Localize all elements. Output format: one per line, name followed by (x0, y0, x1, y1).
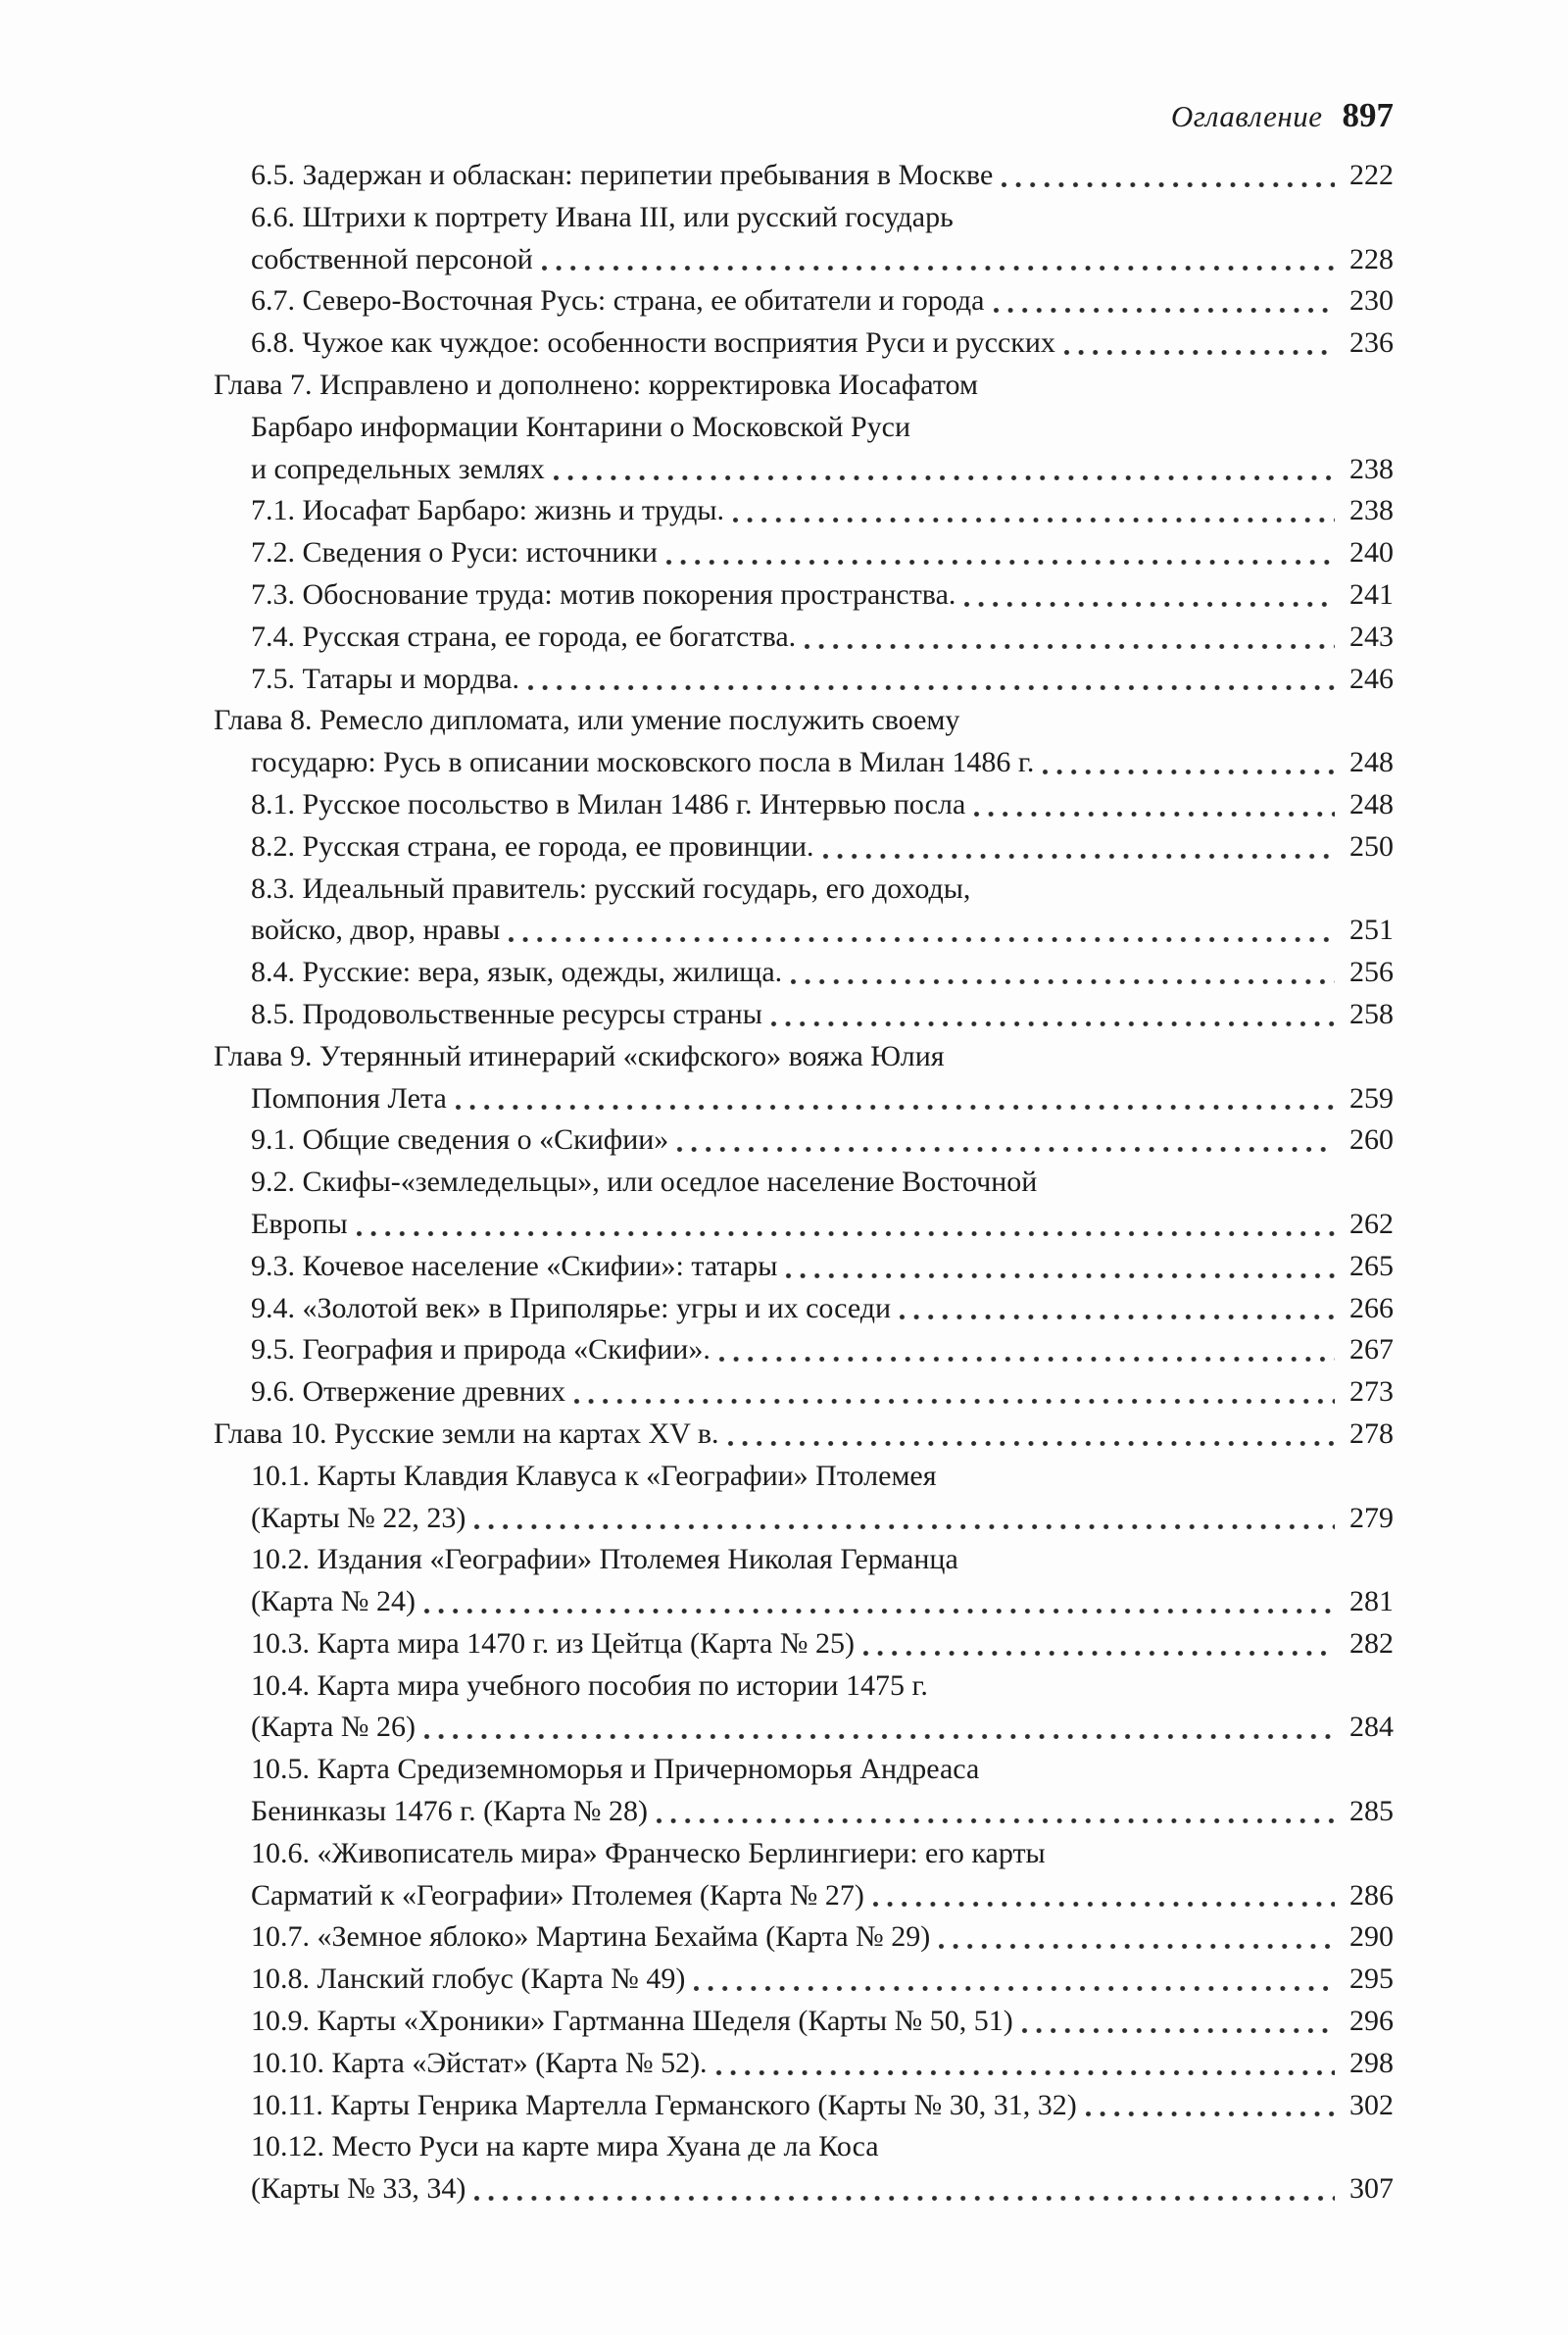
toc-entry (214, 1371, 1394, 1414)
toc-page-number: 281 (1349, 1585, 1394, 1618)
dot-leader (454, 1078, 1337, 1120)
toc-entry-text: 10.5. Карта Средиземноморья и Причерноморья Андреаса (251, 1753, 980, 1786)
toc-entry (214, 826, 1394, 869)
dot-leader (717, 1329, 1337, 1371)
toc-line (214, 239, 1394, 281)
toc-page-number: 267 (1349, 1333, 1394, 1366)
toc-entry-text: 8.1. Русское посольство в Милан 1486 г. Интервью посла (251, 787, 966, 820)
toc-page-number: 296 (1349, 2005, 1394, 2038)
toc-entry (214, 1665, 1394, 1750)
toc-entry (214, 1623, 1394, 1665)
running-title: Оглавление (1170, 99, 1323, 133)
dot-leader (1041, 742, 1337, 784)
toc-line (214, 2085, 1394, 2127)
toc-line (214, 574, 1394, 617)
dot-leader (692, 1959, 1337, 2001)
toc-entry (214, 1749, 1394, 1833)
toc-line (214, 1623, 1394, 1665)
toc-page-number: 278 (1349, 1416, 1394, 1450)
toc-entry (214, 659, 1394, 701)
toc-entry (214, 1456, 1394, 1540)
toc-line (214, 994, 1394, 1036)
toc-entry-text: (Карта № 24) (251, 1585, 416, 1618)
toc-entry (214, 1288, 1394, 1330)
toc-page-number: 265 (1349, 1249, 1394, 1282)
toc-entry (214, 1162, 1394, 1246)
toc-page-number: 246 (1349, 662, 1394, 695)
toc-entry-text: 8.4. Русские: вера, язык, одежды, жилища. (251, 956, 783, 989)
toc-line (214, 1414, 1394, 1456)
toc-page-number: 295 (1349, 1962, 1394, 1996)
toc-entry-text: 10.10. Карта «Эйстат» (Карта № 52). (251, 2046, 708, 2079)
toc-page-number: 260 (1349, 1123, 1394, 1157)
toc-entry-text: 9.2. Скифы-«земледельцы», или оседлое население Восточной (251, 1166, 1038, 1199)
toc-entry-text: собственной персоной (251, 242, 533, 275)
toc-entry-text: 7.2. Сведения о Руси: источники (251, 536, 658, 570)
toc-page-number: 298 (1349, 2046, 1394, 2079)
toc-entry (214, 1036, 1394, 1120)
toc-page-number: 285 (1349, 1795, 1394, 1828)
dot-leader (803, 617, 1337, 659)
toc-entry-text: 10.2. Издания «Географии» Птолемея Николая Германца (251, 1543, 958, 1576)
toc-entry (214, 490, 1394, 532)
toc-entry (214, 1833, 1394, 1917)
toc-entry-text: Помпония Лета (251, 1081, 447, 1115)
toc-line (214, 1288, 1394, 1330)
toc-line (214, 1119, 1394, 1162)
toc-line (214, 952, 1394, 994)
toc-entry (214, 280, 1394, 323)
toc-page-number: 238 (1349, 494, 1394, 527)
dot-leader (664, 532, 1337, 574)
toc-page-number: 228 (1349, 242, 1394, 275)
toc-line (214, 659, 1394, 701)
toc-line (214, 1456, 1394, 1498)
toc-entry (214, 1329, 1394, 1371)
toc-page-number: 248 (1349, 787, 1394, 820)
dot-leader (526, 659, 1337, 701)
toc-entry (214, 1414, 1394, 1456)
toc-entry-text: и сопредельных землях (251, 452, 545, 485)
toc-entry (214, 365, 1394, 490)
dot-leader (540, 239, 1337, 281)
toc-entry-text: 10.8. Ланский глобус (Карта № 49) (251, 1962, 686, 1996)
toc-page-number: 279 (1349, 1501, 1394, 1534)
toc-entry (214, 869, 1394, 953)
dot-leader (355, 1204, 1337, 1246)
toc-page-number: 238 (1349, 452, 1394, 485)
toc-line (214, 617, 1394, 659)
toc-page-number: 230 (1349, 284, 1394, 318)
toc-entry-text: (Карты № 33, 34) (251, 2172, 466, 2206)
toc-entry (214, 1959, 1394, 2001)
toc-page-number: 290 (1349, 1920, 1394, 1954)
toc-entry (214, 1539, 1394, 1623)
toc-page-number: 266 (1349, 1291, 1394, 1324)
toc-entry (214, 2126, 1394, 2211)
toc-line (214, 197, 1394, 239)
dot-leader (1084, 2085, 1337, 2127)
toc-list (214, 155, 1394, 2211)
dot-leader (472, 1498, 1337, 1540)
toc-line (214, 1498, 1394, 1540)
toc-line (214, 1329, 1394, 1371)
dot-leader (675, 1119, 1337, 1162)
toc-page-number: 284 (1349, 1711, 1394, 1744)
toc-entry-text: 9.1. Общие сведения о «Скифии» (251, 1123, 669, 1157)
toc-entry (214, 532, 1394, 574)
toc-entry (214, 784, 1394, 826)
toc-entry-text: 8.5. Продовольственные ресурсы страны (251, 997, 762, 1030)
toc-line (214, 742, 1394, 784)
toc-page-number: 236 (1349, 326, 1394, 360)
dot-leader (1000, 155, 1337, 197)
toc-entry-text: Европы (251, 1207, 348, 1240)
toc-line (214, 2043, 1394, 2085)
toc-line (214, 155, 1394, 197)
dot-leader (422, 1707, 1337, 1749)
toc-line (214, 2168, 1394, 2211)
toc-page-number: 240 (1349, 536, 1394, 570)
dot-leader (962, 574, 1337, 617)
toc-entry (214, 952, 1394, 994)
toc-page-number: 256 (1349, 956, 1394, 989)
page-folio: 897 (1342, 96, 1394, 134)
toc-page-number: 251 (1349, 914, 1394, 947)
toc-page-number: 241 (1349, 577, 1394, 611)
toc-entry-text: 8.3. Идеальный правитель: русский государь, его доходы, (251, 871, 971, 905)
toc-line (214, 1539, 1394, 1581)
toc-entry (214, 155, 1394, 197)
toc-page-number: 259 (1349, 1081, 1394, 1115)
dot-leader (1020, 2001, 1337, 2043)
toc-page-number: 248 (1349, 746, 1394, 779)
toc-entry (214, 574, 1394, 617)
toc-entry-text: 10.6. «Живописатель мира» Франческо Берлингиери: его карты (251, 1836, 1046, 1869)
toc-entry-text: 8.2. Русская страна, ее города, ее провинции. (251, 829, 814, 863)
toc-page-number: 273 (1349, 1375, 1394, 1409)
toc-entry-text: 7.3. Обоснование труда: мотив покорения пространства. (251, 577, 956, 611)
toc-entry-text: 10.4. Карта мира учебного пособия по истории 1475 г. (251, 1668, 928, 1702)
toc-line (214, 1749, 1394, 1791)
toc-page-number: 282 (1349, 1626, 1394, 1660)
toc-entry-text: 6.7. Северо-Восточная Русь: страна, ее обитатели и города (251, 284, 985, 318)
toc-entry-text: 6.5. Задержан и обласкан: перипетии пребывания в Москве (251, 159, 994, 191)
toc-page-number: 250 (1349, 829, 1394, 863)
dot-leader (507, 910, 1337, 952)
dot-leader (655, 1791, 1337, 1833)
toc-page-number: 258 (1349, 997, 1394, 1030)
toc-entry-text: Глава 8. Ремесло дипломата, или умение послужить своему (214, 704, 960, 737)
toc-line (214, 1162, 1394, 1204)
toc-entry-text: 7.4. Русская страна, ее города, ее богатства. (251, 620, 797, 653)
toc-entry (214, 2001, 1394, 2043)
toc-line (214, 1875, 1394, 1917)
toc-entry-text: Глава 7. Исправлено и дополнено: корректировка Иосафатом (214, 368, 978, 401)
toc-line (214, 1371, 1394, 1414)
toc-page-number: 222 (1349, 159, 1394, 191)
toc-line (214, 280, 1394, 323)
toc-page-number: 243 (1349, 620, 1394, 653)
toc-entry-text: Барбаро информации Контарини о Московской Руси (251, 410, 911, 443)
toc-line (214, 1707, 1394, 1749)
toc-page-number: 307 (1349, 2172, 1394, 2206)
toc-line (214, 784, 1394, 826)
toc-entry (214, 1916, 1394, 1959)
dot-leader (422, 1581, 1337, 1623)
dot-leader (821, 826, 1337, 869)
toc-line (214, 1665, 1394, 1708)
toc-entry (214, 1246, 1394, 1288)
toc-entry-text: 7.1. Иосафат Барбаро: жизнь и труды. (251, 494, 724, 527)
toc-entry-text: (Карты № 22, 23) (251, 1501, 466, 1534)
toc-entry-text: 9.6. Отвержение древних (251, 1375, 566, 1409)
dot-leader (871, 1875, 1337, 1917)
toc-line (214, 2001, 1394, 2043)
toc-line (214, 700, 1394, 742)
dot-leader (861, 1623, 1337, 1665)
toc-entry-text: 9.4. «Золотой век» в Приполярье: угры и их соседи (251, 1291, 892, 1324)
dot-leader (726, 1414, 1337, 1456)
toc-page-number: 302 (1349, 2088, 1394, 2121)
toc-entry-text: Глава 10. Русские земли на картах XV в. (214, 1416, 719, 1450)
toc-entry-text: 6.6. Штрихи к портрету Ивана III, или русский государь (251, 200, 954, 233)
toc-entry-text: 10.12. Место Руси на карте мира Хуана де ла Коса (251, 2130, 879, 2163)
toc-line (214, 1833, 1394, 1875)
toc-entry (214, 2085, 1394, 2127)
toc-entry-text: 9.5. География и природа «Скифии». (251, 1333, 710, 1366)
toc-entry-text: 6.8. Чужое как чуждое: особенности восприятия Руси и русских (251, 326, 1055, 360)
toc-page-number: 262 (1349, 1207, 1394, 1240)
toc-line (214, 869, 1394, 911)
toc-entry (214, 1119, 1394, 1162)
dot-leader (972, 784, 1337, 826)
dot-leader (898, 1288, 1337, 1330)
toc-entry-text: войско, двор, нравы (251, 914, 501, 947)
toc-line (214, 1581, 1394, 1623)
toc-line (214, 910, 1394, 952)
toc-entry (214, 197, 1394, 281)
toc-entry (214, 2043, 1394, 2085)
toc-entry (214, 700, 1394, 784)
toc-page-number: 286 (1349, 1878, 1394, 1912)
toc-line (214, 365, 1394, 407)
toc-line (214, 1959, 1394, 2001)
dot-leader (937, 1916, 1337, 1959)
toc-line (214, 1791, 1394, 1833)
toc-line (214, 323, 1394, 365)
toc-entry-text: 10.1. Карты Клавдия Клавуса к «Географии» Птолемея (251, 1459, 937, 1492)
toc-entry-text: 10.9. Карты «Хроники» Гартманна Шеделя (Карты № 50, 51) (251, 2005, 1013, 2038)
dot-leader (789, 952, 1337, 994)
dot-leader (992, 280, 1338, 323)
dot-leader (784, 1246, 1337, 1288)
toc-entry-text: Бенинказы 1476 г. (Карта № 28) (251, 1795, 648, 1828)
toc-line (214, 532, 1394, 574)
toc-entry-text: Глава 9. Утерянный итинерарий «скифского» вояжа Юлия (214, 1039, 945, 1072)
page-header (214, 96, 1394, 135)
toc-entry (214, 994, 1394, 1036)
toc-line (214, 407, 1394, 449)
dot-leader (769, 994, 1337, 1036)
toc-entry-text: 10.7. «Земное яблоко» Мартина Бехайма (Карта № 29) (251, 1920, 931, 1954)
toc-line (214, 1204, 1394, 1246)
dot-leader (714, 2043, 1337, 2085)
dot-leader (572, 1371, 1337, 1414)
toc-entry-text: 9.3. Кочевое население «Скифии»: татары (251, 1249, 778, 1282)
toc-line (214, 1246, 1394, 1288)
toc-entry (214, 617, 1394, 659)
toc-line (214, 1078, 1394, 1120)
dot-leader (731, 490, 1337, 532)
toc-line (214, 826, 1394, 869)
toc-line (214, 1036, 1394, 1078)
toc-entry-text: 10.11. Карты Генрика Мартелла Германского (Карты № 30, 31, 32) (251, 2088, 1077, 2121)
dot-leader (552, 449, 1337, 491)
toc-entry-text: (Карта № 26) (251, 1711, 416, 1744)
dot-leader (1062, 323, 1337, 365)
toc-entry-text: 10.3. Карта мира 1470 г. из Цейтца (Карта № 25) (251, 1626, 855, 1660)
toc-entry (214, 323, 1394, 365)
toc-line (214, 2126, 1394, 2168)
dot-leader (472, 2168, 1337, 2211)
toc-line (214, 1916, 1394, 1959)
toc-line (214, 449, 1394, 491)
toc-line (214, 490, 1394, 532)
toc-entry-text: Сарматий к «Географии» Птолемея (Карта № 27) (251, 1878, 864, 1912)
toc-entry-text: государю: Русь в описании московского посла в Милан 1486 г. (251, 746, 1035, 779)
toc-entry-text: 7.5. Татары и мордва. (251, 662, 520, 695)
